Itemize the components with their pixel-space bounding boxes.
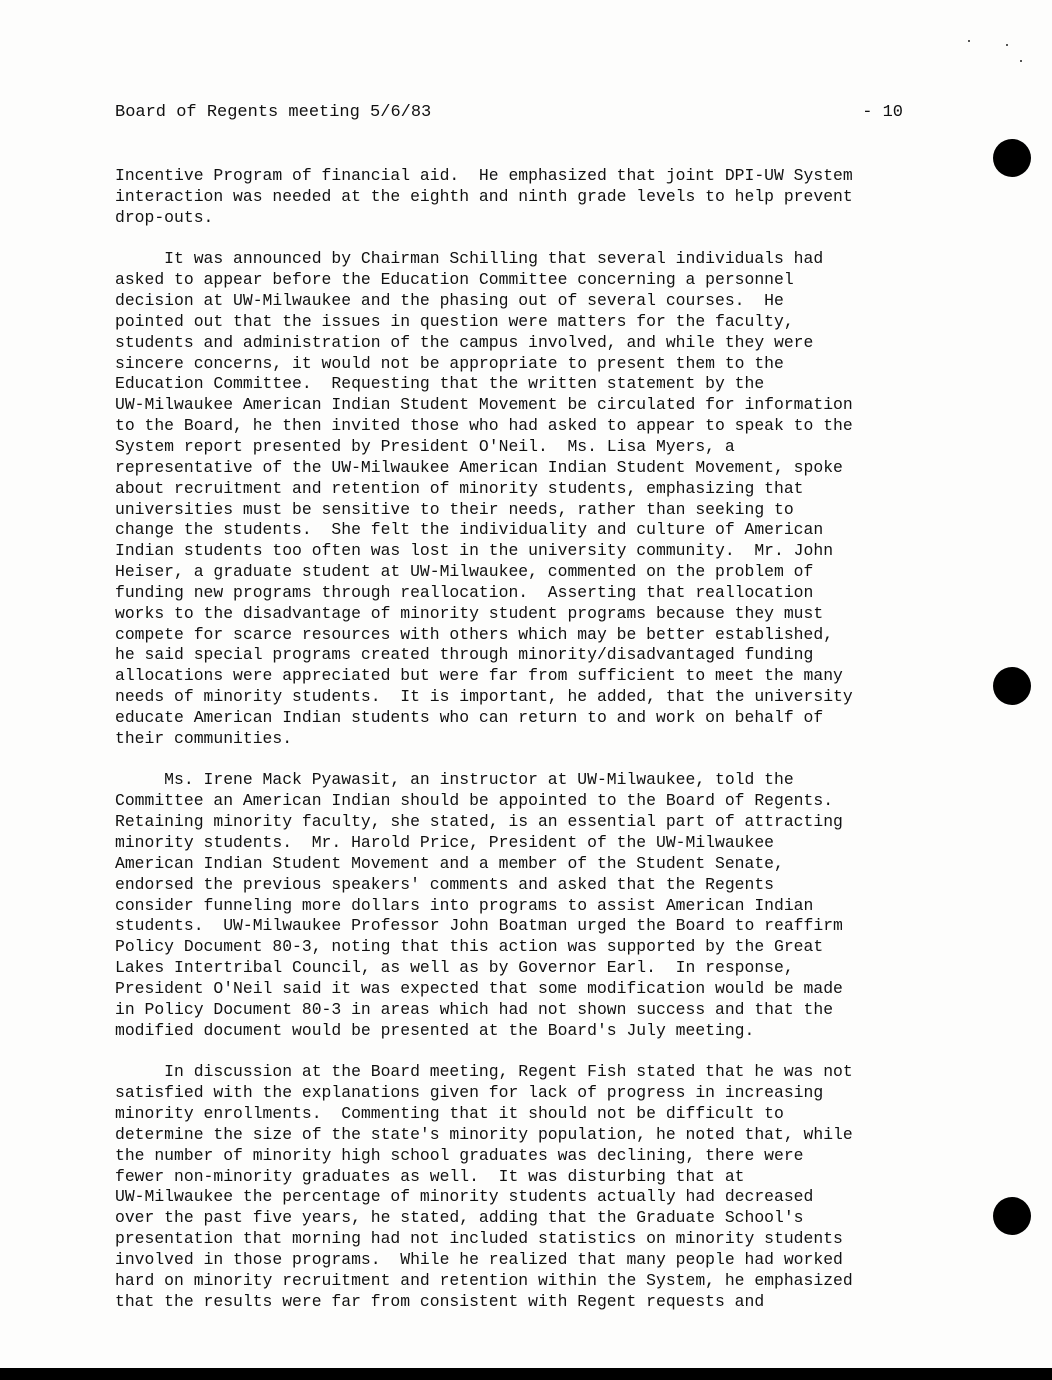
- text-line: Indian students too often was lost in the university community. Mr. John: [115, 541, 834, 561]
- text-line: Retaining minority faculty, she stated, is an essential part of attracting: [115, 812, 843, 832]
- text-line: fewer non-minority graduates as well. It was disturbing that at: [115, 1166, 745, 1186]
- text-line: Education Committee. Requesting that the written statement by the: [115, 374, 765, 394]
- page-header: [115, 102, 903, 124]
- text-line: in Policy Document 80-3 in areas which had not shown success and that the: [115, 999, 834, 1019]
- text-line: drop-outs.: [115, 207, 214, 227]
- text-line: he said special programs created through minority/disadvantaged funding: [115, 645, 814, 665]
- text-line: Ms. Irene Mack Pyawasit, an instructor at UW-Milwaukee, told the: [115, 770, 794, 790]
- paragraph: [115, 770, 915, 1041]
- text-line: compete for scarce resources with others which may be better established,: [115, 624, 834, 644]
- text-line: needs of minority students. It is important, he added, that the university: [115, 687, 853, 707]
- text-line: interaction was needed at the eighth and ninth grade levels to help prevent: [115, 186, 853, 206]
- text-line: about recruitment and retention of minority students, emphasizing that: [115, 478, 804, 498]
- text-line: asked to appear before the Education Committee concerning a personnel: [115, 270, 794, 290]
- text-line: minority enrollments. Commenting that it should not be difficult to: [115, 1103, 784, 1123]
- scan-edge-bar: [0, 1368, 1052, 1380]
- text-line: minority students. Mr. Harold Price, President of the UW-Milwaukee: [115, 833, 775, 852]
- text-line: involved in those programs. While he realized that many people had worked: [115, 1249, 843, 1269]
- text-line: allocations were appreciated but were far from sufficient to meet the many: [115, 666, 843, 686]
- text-line: In discussion at the Board meeting, Regent Fish stated that he was not: [115, 1062, 853, 1082]
- text-line: Heiser, a graduate student at UW-Milwaukee, commented on the problem of: [115, 562, 814, 582]
- paragraph: [115, 249, 915, 749]
- text-line: endorsed the previous speakers' comments and asked that the Regents: [115, 874, 775, 894]
- text-line: funding new programs through reallocation. Asserting that reallocation: [115, 582, 814, 602]
- text-line: President O'Neil said it was expected that some modification would be made: [115, 978, 843, 998]
- text-line: change the students. She felt the individuality and culture of American: [115, 520, 824, 540]
- text-line: UW-Milwaukee American Indian Student Movement be circulated for information: [115, 395, 853, 415]
- paragraph-gap: [115, 1041, 915, 1062]
- text-line: Incentive Program of financial aid. He emphasized that joint DPI-UW System: [115, 166, 853, 185]
- text-line: works to the disadvantage of minority student programs because they must: [115, 603, 824, 623]
- text-line: modified document would be presented at the Board's July meeting.: [115, 1020, 755, 1040]
- document-body: [115, 166, 915, 1312]
- text-line: presentation that morning had not included statistics on minority students: [115, 1229, 843, 1249]
- text-line: hard on minority recruitment and retention within the System, he emphasized: [115, 1270, 853, 1290]
- paragraph: [115, 166, 915, 229]
- text-line: their communities.: [115, 728, 293, 748]
- text-line: UW-Milwaukee the percentage of minority students actually had decreased: [115, 1187, 814, 1207]
- text-line: American Indian Student Movement and a member of the Student Senate,: [115, 853, 784, 873]
- text-line: universities must be sensitive to their needs, rather than seeking to: [115, 499, 794, 519]
- text-line: Policy Document 80-3, noting that this action was supported by the Great: [115, 937, 824, 957]
- scan-speck: [968, 40, 970, 42]
- text-line: consider funneling more dollars into programs to assist American Indian: [115, 895, 814, 915]
- text-line: Lakes Intertribal Council, as well as by Governor Earl. In response,: [115, 958, 794, 978]
- text-line: sincere concerns, it would not be appropriate to present them to the: [115, 353, 784, 373]
- text-line: satisfied with the explanations given for lack of progress in increasing: [115, 1083, 824, 1103]
- text-line: pointed out that the issues in question were matters for the faculty,: [115, 311, 794, 331]
- text-line: educate American Indian students who can return to and work on behalf of: [115, 707, 824, 727]
- scan-speck: [1020, 60, 1022, 62]
- text-line: students and administration of the campus involved, and while they were: [115, 332, 814, 352]
- punch-hole: [993, 139, 1031, 177]
- text-line: to the Board, he then invited those who had asked to appear to speak to the: [115, 416, 853, 436]
- text-line: determine the size of the state's minority population, he noted that, while: [115, 1124, 853, 1144]
- text-line: System report presented by President O'Neil. Ms. Lisa Myers, a: [115, 436, 735, 456]
- text-line: the number of minority high school graduates was declining, there were: [115, 1145, 804, 1165]
- paragraph: [115, 1062, 915, 1312]
- text-line: that the results were far from consistent with Regent requests and: [115, 1291, 765, 1311]
- text-line: over the past five years, he stated, adding that the Graduate School's: [115, 1208, 804, 1228]
- text-line: Committee an American Indian should be appointed to the Board of Regents.: [115, 791, 834, 811]
- text-line: decision at UW-Milwaukee and the phasing out of several courses. He: [115, 291, 784, 311]
- punch-hole: [993, 667, 1031, 705]
- scan-speck: [1006, 44, 1008, 46]
- punch-hole: [993, 1197, 1031, 1235]
- page-number: - 10: [862, 103, 903, 122]
- paragraph-gap: [115, 229, 915, 250]
- text-line: representative of the UW-Milwaukee American Indian Student Movement, spoke: [115, 457, 843, 477]
- paragraph-gap: [115, 750, 915, 771]
- header-title: Board of Regents meeting 5/6/83: [115, 103, 432, 122]
- text-line: students. UW-Milwaukee Professor John Boatman urged the Board to reaffirm: [115, 916, 843, 936]
- text-line: It was announced by Chairman Schilling that several individuals had: [115, 249, 824, 269]
